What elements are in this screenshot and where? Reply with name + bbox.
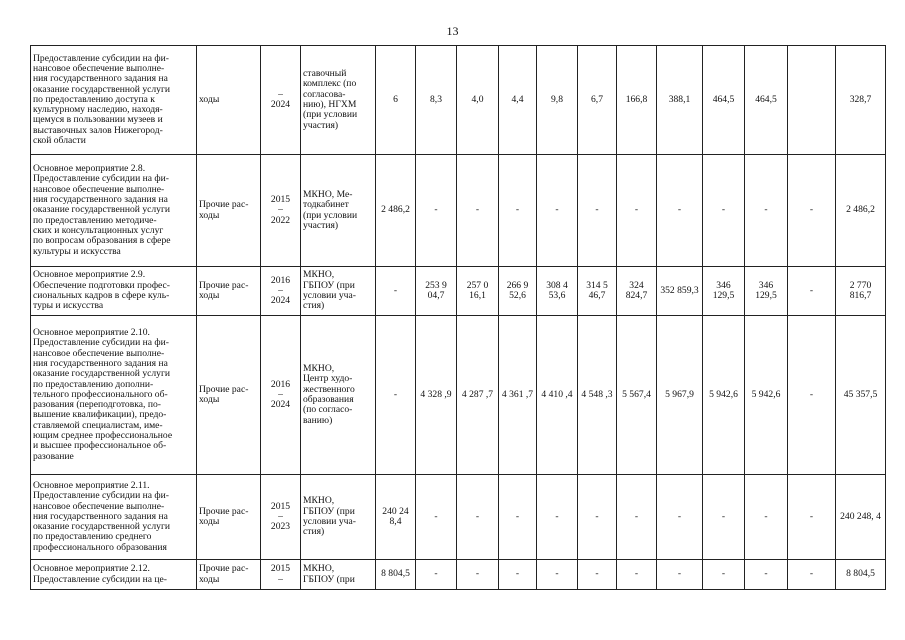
description-line: Основное мероприятие 2.9. (33, 269, 146, 281)
years-line: 2024 (270, 399, 291, 411)
year-value: 324 824,7 (617, 267, 657, 316)
year-value: 9,8 (537, 46, 578, 155)
years-line: 2024 (270, 99, 291, 110)
page-number: 13 (446, 24, 459, 38)
description-line: нансовое обеспечение выполне- (33, 347, 165, 359)
total-value: 2 770 816,7 (836, 267, 886, 316)
year-value: - (788, 475, 836, 560)
year-value: 4 361 ,7 (499, 316, 537, 475)
description-line: вышение квалификации), предо- (33, 409, 167, 421)
executor-line: (при условии (303, 209, 358, 221)
implementation-years (261, 316, 301, 475)
expense-type: Прочие рас-ходы (197, 560, 261, 590)
year-value: - (457, 475, 499, 560)
executor-line: ГБПОУ (при (303, 279, 355, 291)
executor-line: стия) (303, 300, 325, 312)
year-value: - (578, 475, 617, 560)
year-value: 166,8 (617, 46, 657, 155)
executor-line: ванию) (303, 414, 333, 426)
description-line: Основное мероприятие 2.12. (33, 563, 150, 575)
executor (301, 316, 376, 475)
program-budget-table (30, 45, 886, 590)
expense-type: Прочие рас-ходы (197, 155, 261, 267)
years-line: – (278, 284, 283, 296)
year-value: 266 9 52,6 (499, 267, 537, 316)
year-value: 4 328 ,9 (416, 316, 457, 475)
year-value: - (745, 560, 788, 590)
executor-line: ставочный (303, 68, 347, 80)
description-line: Предоставление субсидии на фи- (33, 52, 169, 64)
years-line: 2015 (270, 500, 291, 512)
description-line: и высшее профессиональное об- (33, 440, 167, 452)
description-line: по предоставлению методиче- (33, 214, 157, 226)
year-value: - (578, 155, 617, 267)
executor (301, 560, 376, 590)
description-line: по вопросам образования в сфере (33, 235, 171, 247)
year-value: 6 (376, 46, 416, 155)
executor (301, 155, 376, 267)
year-value: 388,1 (657, 46, 703, 155)
executor (301, 475, 376, 560)
years-line: 2015 (270, 563, 291, 575)
year-value: 8 804,5 (376, 560, 416, 590)
year-value: 5 567,4 (617, 316, 657, 475)
year-value: - (703, 155, 745, 267)
description-line: культурному наследию, находя- (33, 104, 163, 116)
description-line: нансовое обеспечение выполне- (33, 183, 165, 195)
total-value: 240 248, 4 (836, 475, 886, 560)
year-value: - (457, 155, 499, 267)
executor-line: тодкабинет (303, 199, 349, 211)
executor-line: ГБПОУ (при (303, 573, 355, 585)
description-line: разования (переподготовка, по- (33, 399, 161, 411)
description-line: тельного профессионального об- (33, 388, 168, 400)
description-line: ния государственного задания на (33, 510, 168, 522)
description-line: ния государственного задания на (33, 73, 168, 85)
expense-type: Прочие рас-ходы (197, 267, 261, 316)
year-value: - (617, 475, 657, 560)
year-value: 6,7 (578, 46, 617, 155)
year-value: 314 5 46,7 (578, 267, 617, 316)
year-value: - (745, 155, 788, 267)
year-value: 352 859,3 (657, 267, 703, 316)
total-value: 45 357,5 (836, 316, 886, 475)
description-line: Предоставление субсидии на фи- (33, 337, 169, 349)
implementation-years (261, 46, 301, 155)
year-value: - (703, 560, 745, 590)
table-row (31, 46, 886, 155)
year-value: 464,5 (703, 46, 745, 155)
table-row (31, 316, 886, 475)
implementation-years (261, 560, 301, 590)
description-line: оказание государственной услуги (33, 83, 171, 95)
description-line: по предоставлению среднего (33, 531, 152, 543)
description-line: Основное мероприятие 2.11. (33, 479, 150, 491)
year-value: 8,3 (416, 46, 457, 155)
description-line: культуры и искусства (33, 245, 121, 257)
implementation-years (261, 475, 301, 560)
total-value: 328,7 (836, 46, 886, 155)
year-value: - (537, 475, 578, 560)
description-line: Предоставление субсидии на фи- (33, 490, 169, 502)
year-value: 4 287 ,7 (457, 316, 499, 475)
years-line: – (278, 88, 283, 100)
description-line: ставляемой специалистам, име- (33, 419, 163, 431)
executor-line: участия) (303, 119, 339, 131)
years-line: 2015 (270, 194, 291, 206)
year-value: - (657, 475, 703, 560)
description-line: Основное мероприятие 2.10. (33, 327, 150, 339)
year-value: 4 548 ,3 (578, 316, 617, 475)
description-line: ющим среднее профессиональное (33, 430, 173, 442)
years-line: 2016 (270, 274, 291, 286)
year-value: - (788, 316, 836, 475)
description-line: Предоставление субсидии на це- (33, 573, 167, 585)
year-value: - (788, 560, 836, 590)
total-value: 2 486,2 (836, 155, 886, 267)
years-line: 2023 (270, 521, 291, 533)
description-line: разование (33, 450, 74, 462)
description-line: ния государственного задания на (33, 194, 168, 206)
measure-description (31, 560, 197, 590)
year-value: 346 129,5 (703, 267, 745, 316)
year-value: 2 486,2 (376, 155, 416, 267)
executor-line: (по согласо- (303, 404, 353, 416)
executor-line: условии уча- (303, 290, 356, 301)
executor-line: МКНО, (303, 363, 335, 375)
expense-type: Прочие рас-ходы (197, 316, 261, 475)
description-line: щемуся в пользовании музеев и (33, 114, 163, 126)
year-value: - (537, 560, 578, 590)
year-value: 4,4 (499, 46, 537, 155)
executor (301, 46, 376, 155)
year-value: - (416, 560, 457, 590)
executor-line: МКНО, Ме- (303, 188, 353, 200)
description-line: профессионального образования (33, 541, 167, 553)
executor-line: нию), НГХМ (303, 99, 357, 110)
year-value: - (457, 560, 499, 590)
expense-type: ходы (197, 46, 261, 155)
description-line: оказание государственной услуги (33, 204, 171, 216)
measure-description (31, 475, 197, 560)
year-value: - (617, 155, 657, 267)
executor-line: жественного (303, 383, 355, 395)
executor-line: стия) (303, 526, 325, 538)
year-value: - (657, 155, 703, 267)
years-line: – (278, 204, 283, 216)
expense-type: Прочие рас-ходы (197, 475, 261, 560)
description-line: по предоставлению доступа к (33, 93, 155, 105)
description-line: нансовое обеспечение выполне- (33, 500, 165, 512)
executor-line: комплекс (по (303, 78, 357, 90)
year-value: 253 9 04,7 (416, 267, 457, 316)
year-value: - (703, 475, 745, 560)
executor-line: условии уча- (303, 516, 356, 527)
years-line: – (278, 388, 283, 400)
years-line: – (278, 573, 283, 585)
year-value: - (416, 475, 457, 560)
measure-description (31, 316, 197, 475)
year-value: 308 4 53,6 (537, 267, 578, 316)
executor-line: ГБПОУ (при (303, 505, 355, 517)
executor-line: (при условии (303, 109, 358, 121)
table-row (31, 155, 886, 267)
year-value: 464,5 (745, 46, 788, 155)
year-value: - (376, 267, 416, 316)
description-line: по предоставлению дополни- (33, 378, 154, 390)
year-value: 346 129,5 (745, 267, 788, 316)
year-value (788, 46, 836, 155)
measure-description (31, 46, 197, 155)
implementation-years (261, 267, 301, 316)
description-line: ской области (33, 135, 86, 147)
description-line: Обеспечение подготовки профес- (33, 279, 170, 291)
description-line: выставочных залов Нижегород- (33, 124, 163, 136)
description-line: оказание государственной услуги (33, 368, 171, 380)
executor-line: согласова- (303, 88, 346, 100)
table-row (31, 267, 886, 316)
year-value: - (499, 475, 537, 560)
table-row (31, 475, 886, 560)
description-line: Основное мероприятие 2.8. (33, 163, 146, 175)
description-line: нансовое обеспечение выполне- (33, 62, 165, 74)
table-row (31, 560, 886, 590)
executor (301, 267, 376, 316)
measure-description (31, 155, 197, 267)
implementation-years (261, 155, 301, 267)
executor-line: Центр худо- (303, 373, 353, 385)
description-line: ния государственного задания на (33, 357, 168, 369)
year-value: - (537, 155, 578, 267)
years-line: 2016 (270, 378, 291, 390)
description-line: ских и консультационных услуг (33, 224, 164, 236)
year-value: - (745, 475, 788, 560)
years-line: 2024 (270, 295, 291, 307)
years-line: – (278, 510, 283, 522)
description-line: Предоставление субсидии на фи- (33, 173, 169, 185)
description-line: сиональных кадров в сфере куль- (33, 290, 170, 301)
year-value: - (657, 560, 703, 590)
year-value: 4,0 (457, 46, 499, 155)
year-value: - (499, 560, 537, 590)
executor-line: МКНО, (303, 269, 335, 281)
executor-line: образования (303, 394, 354, 405)
year-value: - (578, 560, 617, 590)
year-value: - (499, 155, 537, 267)
year-value: - (376, 316, 416, 475)
year-value: 5 942,6 (703, 316, 745, 475)
year-value: - (788, 267, 836, 316)
total-value: 8 804,5 (836, 560, 886, 590)
measure-description (31, 267, 197, 316)
executor-line: МКНО, (303, 495, 335, 507)
executor-line: участия) (303, 219, 339, 231)
years-line: 2022 (270, 214, 291, 226)
year-value: 4 410 ,4 (537, 316, 578, 475)
year-value: 240 24 8,4 (376, 475, 416, 560)
year-value: 5 942,6 (745, 316, 788, 475)
year-value: - (617, 560, 657, 590)
description-line: оказание государственной услуги (33, 521, 171, 533)
executor-line: МКНО, (303, 563, 335, 575)
description-line: туры и искусства (33, 300, 104, 312)
year-value: 257 0 16,1 (457, 267, 499, 316)
year-value: - (788, 155, 836, 267)
year-value: 5 967,9 (657, 316, 703, 475)
year-value: - (416, 155, 457, 267)
